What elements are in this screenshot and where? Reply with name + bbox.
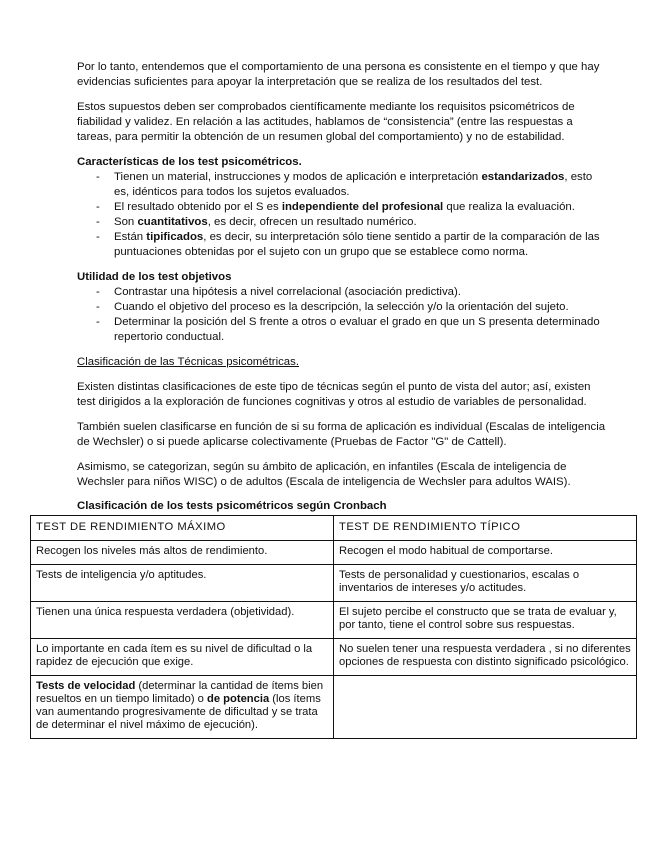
cronbach-table bbox=[30, 515, 637, 739]
table-cell: Tests de personalidad y cuestionarios, escalas o inventarios de intereses y/o actitudes. bbox=[334, 565, 637, 602]
paragraph-supuestos: Estos supuestos deben ser comprobados científicamente mediante los requisitos psicométricos de fiabilidad y validez. En relación a las actitudes, hablamos de “consistencia” (entre las respuestas a tareas, para permitir la obtención de un resumen global del comportamiento) y no de estabilidad. bbox=[77, 101, 575, 143]
list-utilidad bbox=[77, 285, 609, 345]
table-cell: Recogen el modo habitual de comportarse. bbox=[334, 541, 637, 565]
table-cell-empty bbox=[334, 676, 637, 739]
heading-utilidad: Utilidad de los test objetivos bbox=[77, 271, 232, 283]
table-cell: Lo importante en cada ítem es su nivel de dificultad o la rapidez de ejecución que exige. bbox=[31, 639, 334, 676]
list-item: - Están tipificados, es decir, su interpretación sólo tiene sentido a partir de la comparación de las puntuaciones obtenidas por el sujeto con un grupo que se establece como norma. bbox=[96, 231, 600, 258]
list-item: - Determinar la posición del S frente a otros o evaluar el grado en que un S presenta determinado repertorio conductual. bbox=[96, 316, 600, 343]
paragraph-aplicacion: También suelen clasificarse en función de si su forma de aplicación es individual (Escalas de inteligencia de Wechsler) o si puede aplicarse colectivamente (Pruebas de Factor "G" de Cattell). bbox=[77, 421, 606, 448]
list-item: - Son cuantitativos, es decir, ofrecen un resultado numérico. bbox=[96, 216, 417, 228]
paragraph-clasificaciones: Existen distintas clasificaciones de este tipo de técnicas según el punto de vista del autor; así, existen test dirigidos a la exploración de funciones cognitivas y otros al estudio de variables de personalidad. bbox=[77, 381, 591, 408]
document-body bbox=[77, 60, 609, 514]
table-cell: Tienen una única respuesta verdadera (objetividad). bbox=[31, 602, 334, 639]
header-rendimiento-tipico: TEST DE RENDIMIENTO TÍPICO bbox=[334, 516, 637, 541]
table-row bbox=[31, 565, 637, 602]
table-cell: Tests de velocidad (determinar la cantidad de ítems bien resueltos en un tiempo limitado) o de potencia (los ítems van aumentando progresivamente de dificultad y se trata de determinar el nivel máximo de ejecución). bbox=[31, 676, 334, 739]
heading-caracteristicas: Características de los test psicométricos. bbox=[77, 156, 302, 168]
paragraph-ambito: Asimismo, se categorizan, según su ámbito de aplicación, en infantiles (Escala de inteligencia de Wechsler para niños WISC) o de adultos (Escala de inteligencia de Wechsler para adultos WAIS). bbox=[77, 461, 571, 488]
table-cell: Recogen los niveles más altos de rendimiento. bbox=[31, 541, 334, 565]
list-caracteristicas bbox=[77, 170, 609, 260]
table-cell: No suelen tener una respuesta verdadera , si no diferentes opciones de respuesta con distinto significado psicológico. bbox=[334, 639, 637, 676]
list-item: - Tienen un material, instrucciones y modos de aplicación e interpretación estandarizados, esto es, idénticos para todos los sujetos evaluados. bbox=[96, 171, 593, 198]
table-cell: Tests de inteligencia y/o aptitudes. bbox=[31, 565, 334, 602]
list-item: - El resultado obtenido por el S es independiente del profesional que realiza la evaluación. bbox=[96, 201, 575, 213]
table-cell: El sujeto percibe el constructo que se trata de evaluar y, por tanto, tiene el control sobre sus respuestas. bbox=[334, 602, 637, 639]
list-item: - Cuando el objetivo del proceso es la descripción, la selección y/o la orientación del sujeto. bbox=[96, 301, 569, 313]
list-item: - Contrastar una hipótesis a nivel correlacional (asociación predictiva). bbox=[96, 286, 461, 298]
paragraph-consistencia: Por lo tanto, entendemos que el comportamiento de una persona es consistente en el tiempo y que hay evidencias suficientes para apoyar la interpretación que se realiza de los resultados del test. bbox=[77, 61, 600, 88]
table-row bbox=[31, 541, 637, 565]
table-row bbox=[31, 676, 637, 739]
table-row bbox=[31, 602, 637, 639]
heading-clasificacion: Clasificación de las Técnicas psicométricas. bbox=[77, 356, 299, 368]
table-header-row bbox=[31, 516, 637, 541]
header-rendimiento-maximo: TEST DE RENDIMIENTO MÁXIMO bbox=[31, 516, 334, 541]
table-row bbox=[31, 639, 637, 676]
table-caption: Clasificación de los tests psicométricos según Cronbach bbox=[77, 500, 387, 512]
